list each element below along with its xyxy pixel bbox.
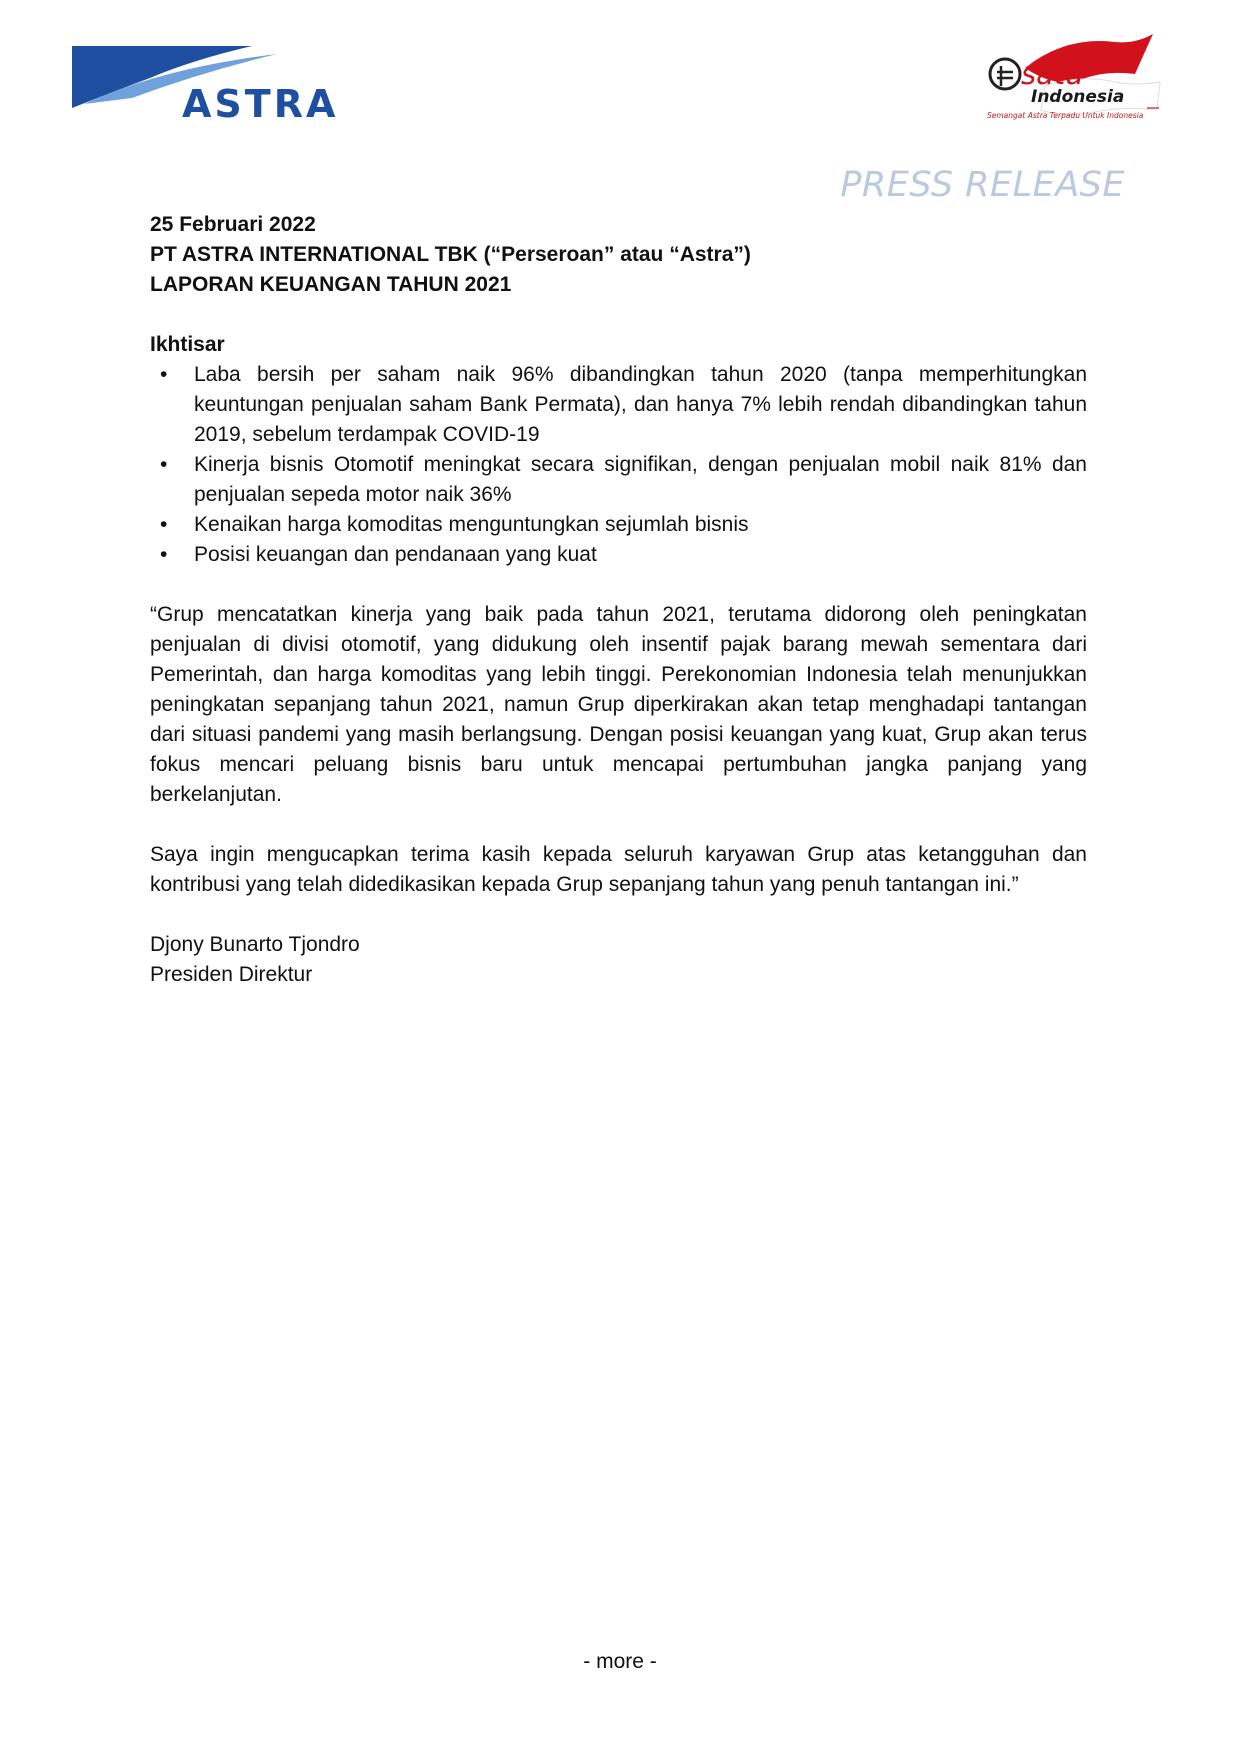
press-release-label: PRESS RELEASE: [840, 165, 1125, 205]
continuation-marker: - more -: [583, 1650, 657, 1673]
release-date: 25 Februari 2022: [150, 213, 316, 236]
satu-logo-tagline: Semangat Astra Terpadu Untuk Indonesia: [987, 111, 1144, 120]
company-name: PT ASTRA INTERNATIONAL TBK (“Perseroan” atau “Astra”): [150, 243, 751, 266]
highlight-text: Kenaikan harga komoditas menguntungkan sejumlah bisnis: [194, 513, 749, 536]
document-body: [150, 210, 1087, 990]
summary-heading: Ikhtisar: [150, 333, 225, 356]
list-item: [150, 510, 1087, 540]
bullet-icon: •: [160, 453, 168, 476]
astra-logo-text: ASTRA: [182, 82, 339, 126]
list-item: [150, 450, 1087, 510]
list-item: [150, 360, 1087, 450]
signature-block: [150, 930, 1087, 990]
bullet-icon: •: [160, 363, 168, 386]
indonesia-logo-word: Indonesia: [1031, 87, 1125, 107]
satu-indonesia-logo: [985, 30, 1170, 130]
highlight-text: Posisi keuangan dan pendanaan yang kuat: [194, 543, 597, 566]
bullet-icon: •: [160, 543, 168, 566]
satu-logo-word: satu: [1021, 57, 1084, 91]
quote-paragraph: “Grup mencatatkan kinerja yang baik pada tahun 2021, terutama didorong oleh peningkatan penjualan di divisi otomotif, yang didukung oleh insentif pajak barang mewah sementara dari Pemerintah, dan harga komoditas yang lebih tinggi. Perekonomian Indonesia telah menunjukkan peningkatan sepanjang tahun 2021, namun Grup diperkirakan akan tetap menghadapi tantangan dari situasi pandemi yang masih berlangsung. Dengan posisi keuangan yang kuat, Grup akan terus fokus mencari peluang bisnis baru untuk mencapai pertumbuhan jangka panjang yang berkelanjutan.: [150, 603, 1087, 806]
signatory-name: Djony Bunarto Tjondro: [150, 933, 360, 956]
highlight-text: Laba bersih per saham naik 96% dibandingkan tahun 2020 (tanpa memperhitungkan keuntungan penjualan saham Bank Permata), dan hanya 7% lebih rendah dibandingkan tahun 2019, sebelum terdampak COVID-19: [194, 363, 1087, 446]
highlight-text: Kinerja bisnis Otomotif meningkat secara signifikan, dengan penjualan mobil naik 81% dan penjualan sepeda motor naik 36%: [194, 453, 1087, 506]
astra-logo: [72, 46, 339, 126]
report-title: LAPORAN KEUANGAN TAHUN 2021: [150, 273, 512, 296]
quote-paragraph-closing: Saya ingin mengucapkan terima kasih kepada seluruh karyawan Grup atas ketangguhan dan kontribusi yang telah didedikasikan kepada Grup sepanjang tahun yang penuh tantangan ini.”: [150, 843, 1087, 896]
signatory-title: Presiden Direktur: [150, 963, 313, 986]
bullet-icon: •: [160, 513, 168, 536]
list-item: [150, 540, 1087, 570]
highlights-list: [150, 360, 1087, 570]
